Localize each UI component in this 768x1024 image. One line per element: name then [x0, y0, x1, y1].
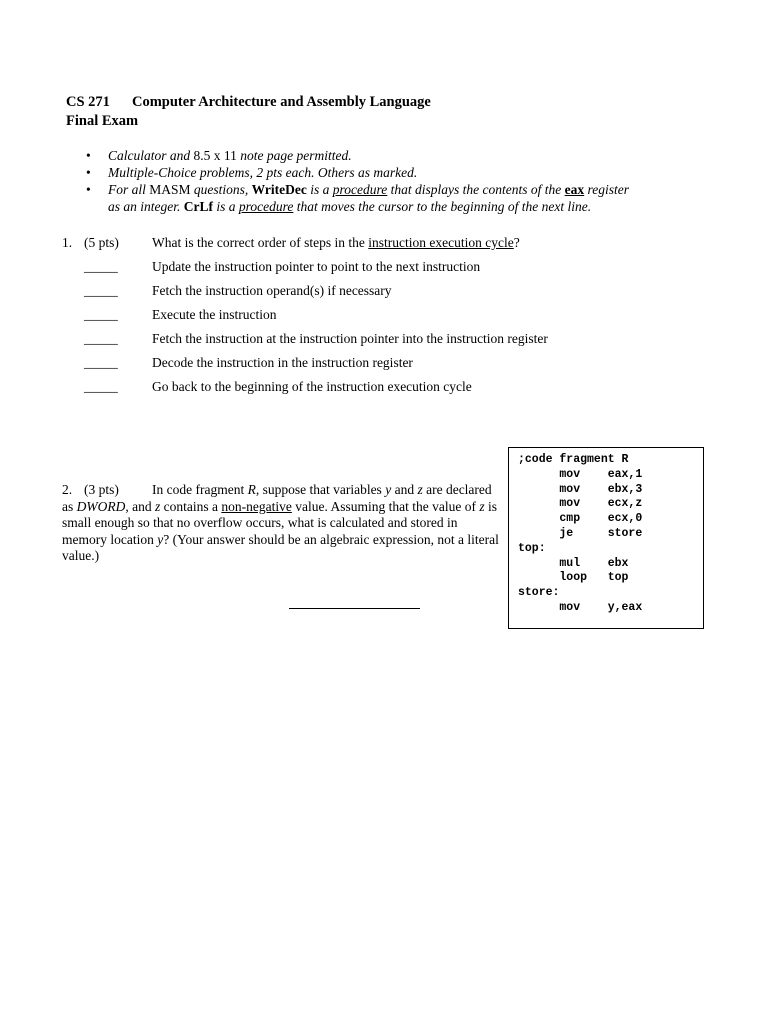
question-number: 2.	[62, 482, 73, 497]
course-title-line	[66, 93, 431, 112]
question-text-part: What is the correct order of steps in the	[152, 235, 369, 250]
question-1-prompt	[62, 231, 582, 255]
instruction-line	[108, 198, 646, 215]
step-text: Fetch the instruction operand(s) if necessary	[152, 283, 392, 298]
ordering-item	[62, 303, 582, 327]
answer-blank[interactable]: _____	[84, 307, 118, 322]
step-text: Update the instruction pointer to point to the next instruction	[152, 259, 481, 274]
question-text-part: z	[417, 482, 423, 497]
question-text-part: In code fragment	[152, 482, 248, 497]
question-1	[62, 231, 582, 399]
answer-blank[interactable]: _____	[84, 283, 118, 298]
ordering-item	[62, 327, 582, 351]
code-line: ;code fragment R	[518, 453, 629, 466]
instruction-text: as an integer.	[108, 199, 184, 214]
instruction-text: register	[584, 182, 630, 197]
instruction-item	[86, 164, 646, 181]
instruction-item	[86, 181, 646, 215]
course-title: Computer Architecture and Assembly Language	[132, 94, 431, 110]
question-text-part: R	[247, 482, 256, 497]
instruction-text: 8.5 x 11	[193, 148, 241, 163]
course-code: CS 271	[66, 94, 110, 110]
question-text-part: z	[155, 498, 161, 514]
instruction-text: WriteDec	[251, 182, 307, 197]
code-line: mul ebx	[518, 556, 629, 570]
exam-header	[66, 93, 431, 131]
code-line: mov y,eax	[518, 600, 643, 614]
step-text: Go back to the beginning of the instruction execution cycle	[152, 379, 472, 394]
question-text-part: DWORD	[76, 498, 126, 514]
question-text-part: non-negative	[221, 498, 292, 514]
question-text-part: z	[479, 498, 485, 514]
answer-blank[interactable]: _____	[84, 259, 118, 274]
answer-line[interactable]	[289, 598, 420, 609]
ordering-item	[62, 279, 582, 303]
ordering-item	[62, 375, 582, 399]
instruction-text: MASM	[149, 182, 194, 197]
bullet-symbol: •	[86, 165, 91, 180]
question-number: 1.	[62, 235, 73, 250]
question-2	[62, 482, 502, 565]
instructions-list	[86, 147, 646, 215]
instruction-text: CrLf	[183, 199, 213, 214]
instruction-text: procedure	[238, 199, 294, 214]
code-line: loop top	[518, 571, 629, 585]
question-text-part: y	[385, 482, 392, 497]
code-line: cmp ecx,0	[518, 512, 643, 526]
instruction-text: that moves the cursor to the beginning of the next line.	[293, 199, 592, 214]
code-line: top:	[518, 541, 546, 555]
question-text-part: , suppose that variables	[255, 482, 386, 497]
instruction-text: is a	[306, 182, 333, 197]
answer-blank[interactable]: _____	[84, 379, 118, 394]
exam-name: Final Exam	[66, 113, 139, 129]
question-points: (5 pts)	[84, 235, 119, 250]
step-text: Decode the instruction in the instruction register	[152, 355, 413, 370]
instruction-text: that displays the contents of the	[387, 182, 565, 197]
question-text-part: are declared as	[62, 482, 492, 514]
question-text	[152, 231, 520, 255]
question-text-part: is small enough so that no overflow occurs, what is calculated and stored in memory location	[62, 498, 497, 547]
instruction-text: questions,	[193, 182, 252, 197]
bullet-symbol: •	[86, 148, 91, 163]
instruction-text: For all	[108, 182, 150, 197]
code-line: mov eax,1	[518, 467, 643, 481]
instruction-text: eax	[564, 182, 585, 197]
code-line: je store	[518, 526, 643, 540]
question-text-part: y	[157, 531, 164, 547]
question-text-part: ? (Your answer should be an algebraic expression, not a literal value.)	[62, 531, 499, 563]
instruction-text: is a	[213, 199, 239, 214]
step-text: Execute the instruction	[152, 307, 277, 322]
instruction-text: Multiple-Choice problems, 2 pts each. Others as marked.	[108, 165, 418, 180]
code-fragment-box	[508, 447, 704, 629]
answer-blank[interactable]: _____	[84, 355, 118, 370]
question-text-part: and	[391, 482, 418, 497]
instruction-text: procedure	[332, 182, 388, 197]
question-text-part: ?	[513, 235, 520, 250]
question-text-part: , and	[125, 498, 155, 514]
ordering-item	[62, 255, 582, 279]
answer-blank[interactable]: _____	[84, 331, 118, 346]
instruction-line	[108, 181, 646, 198]
ordering-item	[62, 351, 582, 375]
code-line: mov ebx,3	[518, 482, 643, 496]
instruction-item	[86, 147, 646, 164]
bullet-symbol: •	[86, 182, 91, 197]
question-text-part: contains a	[160, 498, 222, 514]
code-line: store:	[518, 586, 560, 600]
code-line: mov ecx,z	[518, 497, 643, 511]
instruction-text: note page permitted.	[240, 148, 352, 163]
step-text: Fetch the instruction at the instruction pointer into the instruction register	[152, 331, 548, 346]
question-text-part: instruction execution cycle	[368, 235, 514, 250]
instruction-text: Calculator and	[108, 148, 194, 163]
question-text-part: value. Assuming that the value of	[291, 498, 480, 514]
question-points: (3 pts)	[84, 482, 119, 497]
